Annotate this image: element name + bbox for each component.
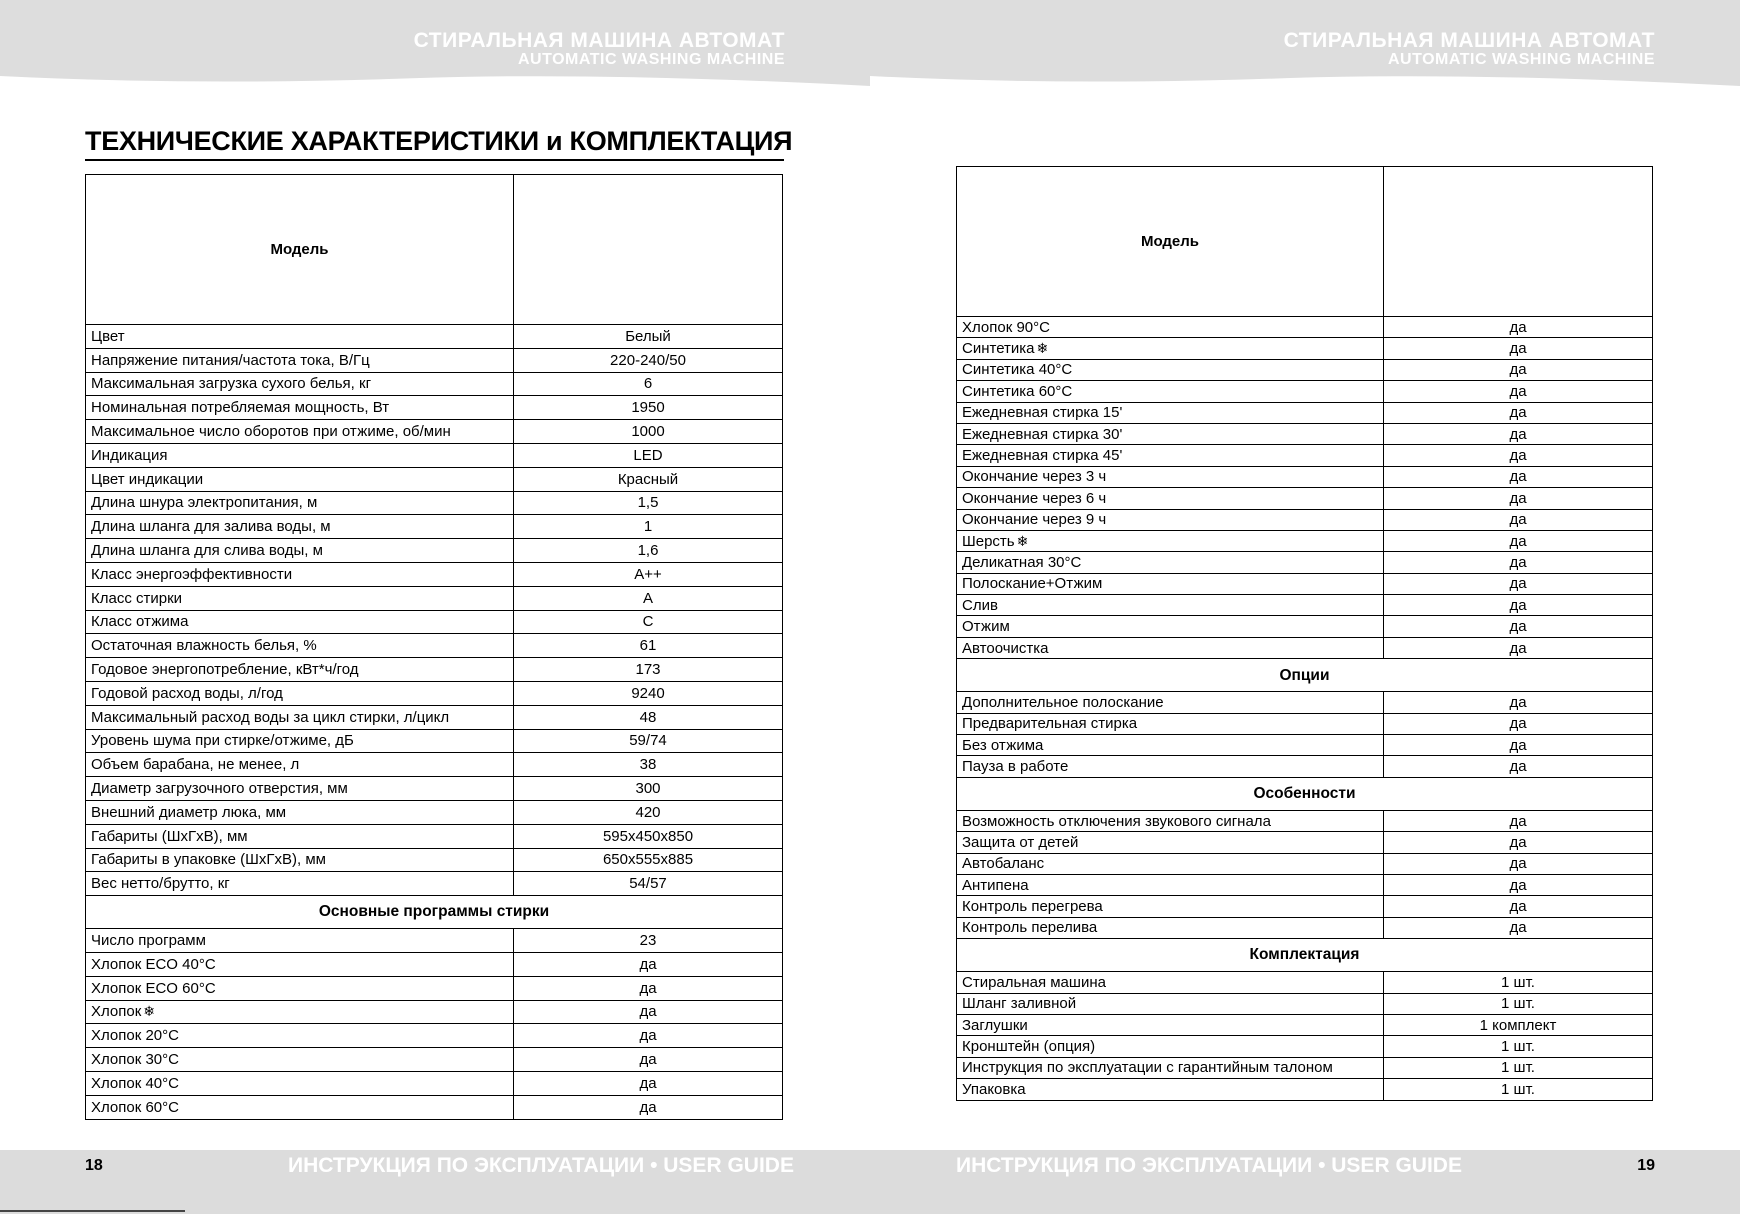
snowflake-icon: ❄ [143,1003,156,1020]
row-label: Хлопок 60°C [91,1098,179,1116]
section-row [957,659,1653,692]
table-row [86,396,783,420]
row-label: Остаточная влажность белья, % [91,637,317,655]
table-row [957,509,1653,530]
row-label-cell [86,777,514,801]
table-row [957,488,1653,509]
row-label-cell [86,348,514,372]
row-label-cell [957,423,1384,444]
row-value: да [514,1071,783,1095]
row-label-cell [86,753,514,777]
row-value: 1,5 [514,491,783,515]
row-label: Заглушки [962,1016,1028,1034]
row-value: 1000 [514,420,783,444]
row-label: Отжим [962,618,1010,636]
row-label: Защита от детей [962,833,1079,851]
row-label-cell [86,610,514,634]
row-value: LED [514,443,783,467]
header-title-ru: СТИРАЛЬНАЯ МАШИНА АВТОМАТ [413,29,785,52]
programs-section-title: Основные программы стирки [86,896,783,929]
options-section-title: Опции [957,659,1653,692]
row-value: 1 шт. [1384,972,1653,993]
table-row [957,595,1653,616]
row-label: Синтетика 40°C [962,361,1073,379]
row-label: Синтетика [962,340,1035,358]
row-value: да [1384,595,1653,616]
table-row [957,445,1653,466]
row-label-cell [86,420,514,444]
row-label: Автобаланс [962,855,1045,873]
header-title [1284,30,1655,68]
row-label-cell [86,539,514,563]
row-label: Объем барабана, не менее, л [91,756,300,774]
row-label-cell [957,381,1384,402]
table-row [86,539,783,563]
table-row [86,681,783,705]
header-title-en: AUTOMATIC WASHING MACHINE [517,51,785,68]
row-label: Предварительная стирка [962,715,1138,733]
row-label: Напряжение питания/частота тока, В/Гц [91,351,370,369]
row-label: Максимальная загрузка сухого белья, кг [91,375,372,393]
row-value: 9240 [514,681,783,705]
row-label: Возможность отключения звукового сигнала [962,812,1271,830]
table-row [86,325,783,349]
row-label-cell [86,396,514,420]
row-value: да [1384,402,1653,423]
spec-table-left [85,174,783,1120]
row-value: 38 [514,753,783,777]
row-label: Хлопок 30°C [91,1051,179,1068]
row-label-cell [86,1095,514,1119]
table-row [957,359,1653,380]
row-value: да [514,976,783,1000]
row-value: 1 шт. [1384,993,1653,1014]
row-label: Годовой расход воды, л/год [91,684,283,702]
left-page [0,0,870,1214]
table-row [86,658,783,682]
table-row [86,467,783,491]
section-row [957,939,1653,972]
row-value: да [1384,509,1653,530]
row-label-cell [86,705,514,729]
table-row [957,530,1653,551]
footer-text: ИНСТРУКЦИЯ ПО ЭКСПЛУАТАЦИИ • USER GUIDE [288,1154,794,1177]
model-label: Модель [957,167,1384,317]
row-value: да [1384,917,1653,938]
row-value: да [514,952,783,976]
table-row [957,692,1653,713]
table-row [86,420,783,444]
row-label-cell [957,530,1384,551]
row-label: Габариты в упаковке (ШхГхВ), мм [91,851,326,869]
row-label: Вес нетто/брутто, кг [91,875,230,893]
section-title: ТЕХНИЧЕСКИЕ ХАРАКТЕРИСТИКИ и КОМПЛЕКТАЦИЯ [85,126,793,156]
row-label-cell [957,573,1384,594]
row-label: Внешний диаметр люка, мм [91,803,287,821]
row-value: да [1384,488,1653,509]
table-row [957,338,1653,359]
row-label-cell [957,359,1384,380]
table-row [957,1057,1653,1078]
row-label-cell [86,824,514,848]
table-row [86,1071,783,1095]
row-value: 1950 [514,396,783,420]
model-row [86,175,783,325]
header-title [414,30,785,68]
snowflake-icon: ❄ [1036,340,1049,357]
row-label: Слив [962,596,998,614]
title-underline [85,159,784,161]
row-label: Хлопок 90°C [962,318,1050,336]
row-label-cell [957,896,1384,917]
row-label-cell [86,467,514,491]
row-value: 1,6 [514,539,783,563]
table-row [86,952,783,976]
row-label: Хлопок ECO 60°C [91,979,216,997]
row-label-cell [86,1071,514,1095]
row-label-cell [957,466,1384,487]
table-row [957,874,1653,895]
row-label: Габариты (ШхГхВ), мм [91,827,248,845]
row-label: Годовое энергопотребление, кВт*ч/год [91,661,359,679]
row-label-cell [957,1079,1384,1100]
row-label: Контроль перегрева [962,898,1103,916]
row-value: да [1384,573,1653,594]
row-value: да [1384,832,1653,853]
row-label-cell [957,317,1384,338]
table-row [957,616,1653,637]
row-value: да [1384,359,1653,380]
table-row [86,976,783,1000]
row-label: Стиральная машина [962,973,1106,991]
row-value: C [514,610,783,634]
row-label-cell [86,325,514,349]
row-value: 420 [514,800,783,824]
table-row [86,705,783,729]
table-row [86,1095,783,1119]
row-label: Ежедневная стирка 15' [962,404,1123,422]
row-value: 59/74 [514,729,783,753]
row-label: Без отжима [962,736,1044,754]
row-label: Хлопок 20°C [91,1027,179,1045]
row-value: да [514,1000,783,1024]
table-row [957,756,1653,777]
row-label-cell [957,972,1384,993]
row-label-cell [86,586,514,610]
row-label-cell [86,491,514,515]
row-label: Шланг заливной [962,995,1077,1013]
row-value: 48 [514,705,783,729]
page-number: 19 [1637,1157,1655,1174]
row-value: да [1384,338,1653,359]
table-row [957,637,1653,658]
table-row [957,573,1653,594]
row-value: да [1384,713,1653,734]
row-label-cell [86,1000,514,1024]
section-row [957,777,1653,810]
table-row [957,917,1653,938]
row-value: Красный [514,467,783,491]
row-value: 54/57 [514,872,783,896]
row-label-cell [957,692,1384,713]
row-value: 1 [514,515,783,539]
row-label-cell [86,562,514,586]
snowflake-icon: ❄ [1016,532,1029,549]
table-row [86,1000,783,1024]
row-label-cell [86,1024,514,1048]
table-row [957,1014,1653,1035]
row-value: A [514,586,783,610]
table-row [86,372,783,396]
model-row [957,167,1653,317]
table-row [86,753,783,777]
row-label: Окончание через 3 ч [962,468,1107,486]
row-label-cell [86,681,514,705]
row-label-cell [957,917,1384,938]
table-row [86,586,783,610]
row-label: Контроль перелива [962,919,1098,937]
row-label: Индикация [91,446,168,464]
row-label-cell [86,952,514,976]
row-value: A++ [514,562,783,586]
row-value: да [1384,466,1653,487]
table-row [957,853,1653,874]
row-label: Хлопок [91,1003,142,1021]
footer-rule [0,1210,185,1212]
table-row [86,872,783,896]
table-row [86,777,783,801]
row-label: Число программ [91,932,206,950]
row-label: Класс энергоэффективности [91,565,293,583]
row-label: Окончание через 6 ч [962,489,1107,507]
table-row [957,972,1653,993]
row-value: 61 [514,634,783,658]
row-label: Цвет индикации [91,470,204,488]
right-page [870,0,1740,1214]
table-row [957,381,1653,402]
table-row [86,848,783,872]
row-label: Длина шнура электропитания, м [91,494,318,512]
row-value: 300 [514,777,783,801]
table-row [86,515,783,539]
row-value: да [1384,423,1653,444]
row-label: Дополнительное полоскание [962,693,1164,711]
row-label: Хлопок 40°C [91,1074,179,1092]
row-value: да [1384,381,1653,402]
page-number: 18 [85,1157,103,1174]
row-label: Автоочистка [962,639,1049,657]
row-label-cell [957,616,1384,637]
row-value: 595x450x850 [514,824,783,848]
row-label-cell [957,595,1384,616]
row-label: Диаметр загрузочного отверстия, мм [91,780,348,798]
row-value: 1 шт. [1384,1057,1653,1078]
row-value: да [514,1024,783,1048]
table-row [86,491,783,515]
row-label-cell [957,810,1384,831]
row-value: да [1384,853,1653,874]
row-label-cell [957,756,1384,777]
row-value: да [1384,692,1653,713]
row-label-cell [86,976,514,1000]
row-label-cell [86,658,514,682]
row-value: да [514,1095,783,1119]
row-label-cell [86,848,514,872]
table-row [86,824,783,848]
row-value: да [514,1048,783,1072]
row-label: Хлопок ECO 40°C [91,955,216,973]
table-row [86,562,783,586]
table-row [957,552,1653,573]
table-row [957,466,1653,487]
table-row [86,443,783,467]
row-value: 1 шт. [1384,1036,1653,1057]
row-value: да [1384,616,1653,637]
row-label-cell [957,1057,1384,1078]
row-label: Максимальный расход воды за цикл стирки, л/цикл [91,708,450,726]
table-row [957,402,1653,423]
row-label: Ежедневная стирка 45' [962,447,1123,465]
table-row [86,348,783,372]
row-value: да [1384,637,1653,658]
row-label-cell [957,713,1384,734]
row-label: Упаковка [962,1080,1026,1098]
row-value: 1 шт. [1384,1079,1653,1100]
table-row [957,896,1653,917]
row-label: Окончание через 9 ч [962,511,1107,529]
row-label-cell [86,929,514,953]
row-label: Длина шланга для залива воды, м [91,518,331,536]
row-label-cell [86,1048,514,1072]
table-row [957,1036,1653,1057]
row-label-cell [957,1036,1384,1057]
row-label-cell [957,1014,1384,1035]
header-title-en: AUTOMATIC WASHING MACHINE [1387,51,1655,68]
row-label-cell [957,874,1384,895]
table-row [86,800,783,824]
row-label: Максимальное число оборотов при отжиме, об/мин [91,423,451,441]
row-label: Уровень шума при стирке/отжиме, дБ [91,732,354,750]
row-value: 220-240/50 [514,348,783,372]
table-row [957,735,1653,756]
table-row [86,1024,783,1048]
row-value: 173 [514,658,783,682]
features-section-title: Особенности [957,777,1653,810]
footer-text: ИНСТРУКЦИЯ ПО ЭКСПЛУАТАЦИИ • USER GUIDE [956,1154,1462,1177]
section-row [86,896,783,929]
table-row [957,832,1653,853]
row-label-cell [957,552,1384,573]
row-label: Шерсть [962,532,1015,550]
row-label: Цвет [91,327,125,345]
row-label: Ежедневная стирка 30' [962,425,1123,443]
spec-table-right [956,166,1653,1101]
row-label-cell [957,832,1384,853]
row-value: да [1384,874,1653,895]
row-label: Номинальная потребляемая мощность, Вт [91,399,390,417]
row-label: Полоскание+Отжим [962,575,1103,593]
row-label-cell [957,637,1384,658]
row-label-cell [86,372,514,396]
row-label: Деликатная 30°C [962,553,1082,571]
row-value: да [1384,552,1653,573]
model-value [1384,167,1653,317]
row-label-cell [86,800,514,824]
row-label-cell [86,729,514,753]
model-value [514,175,783,325]
header-title-ru: СТИРАЛЬНАЯ МАШИНА АВТОМАТ [1283,29,1655,52]
row-label-cell [957,402,1384,423]
row-label: Синтетика 60°C [962,382,1073,400]
row-value: 1 комплект [1384,1014,1653,1035]
model-label: Модель [86,175,514,325]
table-row [957,1079,1653,1100]
row-value: Белый [514,325,783,349]
row-label-cell [957,338,1384,359]
row-label-cell [957,853,1384,874]
row-value: да [1384,445,1653,466]
table-row [957,423,1653,444]
package-section-title: Комплектация [957,939,1653,972]
table-row [86,610,783,634]
row-label-cell [957,445,1384,466]
row-label-cell [86,443,514,467]
row-value: да [1384,810,1653,831]
table-row [86,634,783,658]
row-value: 23 [514,929,783,953]
row-label-cell [86,634,514,658]
table-row [86,729,783,753]
row-value: 650x555x885 [514,848,783,872]
row-label-cell [957,488,1384,509]
table-row [957,993,1653,1014]
table-row [957,317,1653,338]
row-label: Класс стирки [91,589,183,607]
table-row [957,713,1653,734]
table-row [86,1048,783,1072]
row-label: Инструкция по эксплуатации с гарантийным талоном [962,1059,1333,1077]
row-label-cell [957,993,1384,1014]
row-label: Класс отжима [91,613,189,631]
row-label: Антипена [962,876,1029,894]
row-value: да [1384,756,1653,777]
row-label: Длина шланга для слива воды, м [91,542,323,560]
table-row [957,810,1653,831]
row-value: да [1384,530,1653,551]
row-label-cell [957,735,1384,756]
row-value: 6 [514,372,783,396]
row-value: да [1384,735,1653,756]
row-label: Кронштейн (опция) [962,1038,1096,1056]
row-value: да [1384,317,1653,338]
row-label-cell [86,872,514,896]
row-value: да [1384,896,1653,917]
row-label-cell [957,509,1384,530]
table-row [86,929,783,953]
row-label-cell [86,515,514,539]
row-label: Пауза в работе [962,758,1069,776]
